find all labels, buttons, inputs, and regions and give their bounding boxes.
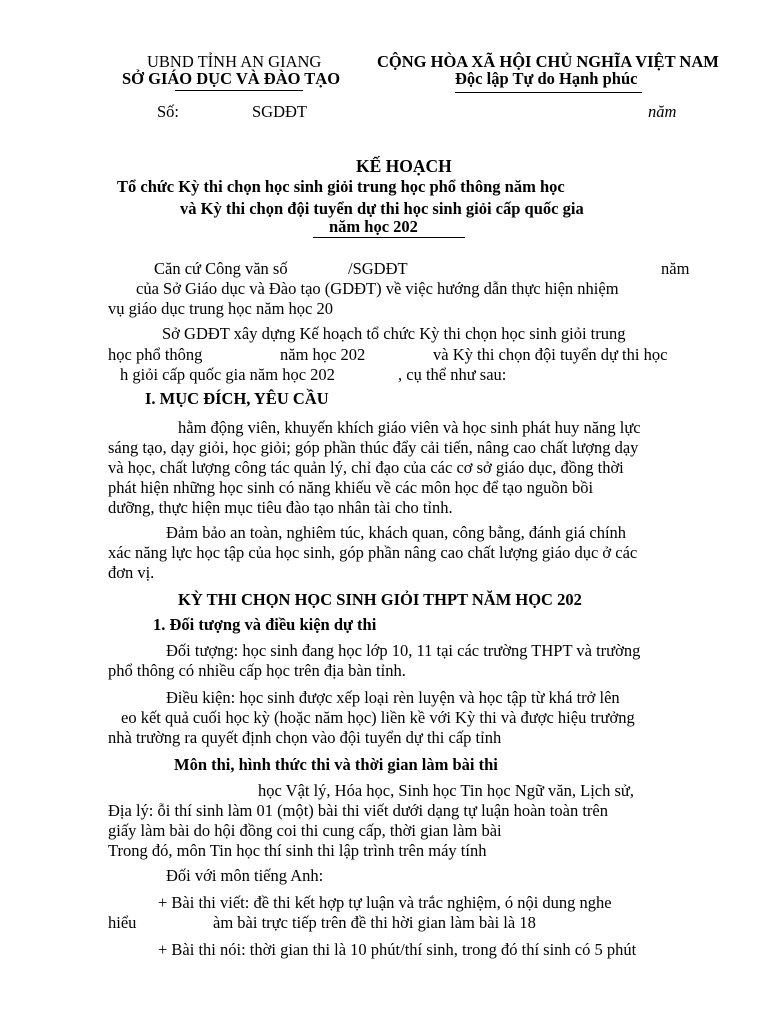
section-1-p1-line5: dưỡng, thực hiện mục tiêu đào tạo nhân tài cho tỉnh. [108,498,453,517]
national-title: CỘNG HÒA XÃ HỘI CHỦ NGHĨA VIỆT NAM [377,52,719,71]
section-1-p1-line3: và học, chất lượng công tác quản lý, chỉ đạo của các cơ sở giáo dục, đồng thời [108,458,624,477]
mon-thi-line3: giấy làm bài do hội đồng coi thi cung cấp, thời gian làm bài [108,821,502,840]
mon-thi-line4: Trong đó, môn Tin học thí sinh thi lập trình trên máy tính [108,841,487,860]
doc-date: năm [648,102,677,121]
dieu-kien-line1: Điều kiện: học sinh được xếp loại rèn luyện và học tập từ khá trở lên [166,688,620,707]
section-1-p1-line1: hằm động viên, khuyến khích giáo viên và học sinh phát huy năng lực [178,418,641,437]
section-1-p2-line1: Đảm bảo an toàn, nghiêm túc, khách quan, công bằng, đánh giá chính [166,523,627,542]
doc-number-label: Số: [157,102,180,121]
doi-tuong-line2: phổ thông có nhiều cấp học trên địa bàn tỉnh. [108,661,406,680]
dieu-kien-line2: eo kết quả cuối học kỳ (hoặc năm học) liền kề với Kỳ thi và được hiệu trưởng [121,708,635,727]
title-underline [313,237,465,238]
bai-thi-viet-line2b: àm bài trực tiếp trên đề thi hời gian làm bài là 18 [213,913,536,932]
section-1-heading: I. MỤC ĐÍCH, YÊU CẦU [145,389,329,408]
section-2-sub1: 1. Đối tượng và điều kiện dự thi [153,615,377,634]
doc-title: KẾ HOẠCH [356,156,452,176]
intro-p2-line3a: h giỏi cấp quốc gia năm học 202 [120,365,335,384]
intro-p1-start: Căn cứ Công văn số [154,259,288,278]
doc-subtitle-line3: năm học 202 [329,217,418,236]
intro-p2-line1: Sở GDĐT xây dựng Kế hoạch tổ chức Kỳ thi chọn học sinh giỏi trung [162,324,626,343]
bai-thi-viet-line2a: hiểu [108,913,137,932]
department-name: SỞ GIÁO DỤC VÀ ĐÀO TẠO [122,69,341,88]
bai-thi-noi-line1: + Bài thi nói: thời gian thi là 10 phút/thí sinh, trong đó thí sinh có 5 phút [158,940,637,959]
section-2-sub2: Môn thi, hình thức thi và thời gian làm bài thi [174,755,498,774]
dieu-kien-line3: nhà trường ra quyết định chọn vào đội tuyển dự thi cấp tỉnh [108,728,502,747]
mon-anh-intro: Đối với môn tiếng Anh: [166,866,324,885]
intro-p2-line3b: , cụ thể như sau: [398,365,507,384]
section-1-p2-line2: xác năng lực học tập của học sinh, góp phần nâng cao chất lượng giáo dục ở các [108,543,638,562]
intro-p1-code: /SGDĐT [348,259,408,278]
mon-thi-line1: học Vật lý, Hóa học, Sinh học Tin học Ngữ văn, Lịch sử, [258,781,634,800]
section-1-p2-line3: đơn vị. [108,563,155,582]
department-underline [175,90,303,91]
section-1-p1-line2: sáng tạo, dạy giỏi, học giỏi; góp phần thúc đẩy cải tiến, nâng cao chất lượng dạy [108,438,639,457]
intro-p1-year: năm [661,259,690,278]
intro-p2-line2b: năm học 202 [280,345,366,364]
motto-underline [455,92,642,93]
doc-subtitle-line2: và Kỳ thi chọn đội tuyển dự thi học sinh giỏi cấp quốc gia [180,199,584,218]
doc-subtitle-line1: Tổ chức Kỳ thi chọn học sinh giỏi trung học phổ thông năm học [117,177,565,196]
doc-number-code: SGDĐT [252,102,308,121]
mon-thi-line2: Địa lý: ỗi thí sinh làm 01 (một) bài thi viết dưới dạng tự luận hoàn toàn trên [108,801,608,820]
intro-p1-line2: của Sở Giáo dục và Đào tạo (GDĐT) về việc hướng dẫn thực hiện nhiệm [136,279,619,298]
agency-name: UBND TỈNH AN GIANG [147,52,322,71]
bai-thi-viet-line1: + Bài thi viết: đề thi kết hợp tự luận và trắc nghiệm, ó nội dung nghe [158,893,612,912]
section-1-p1-line4: phát hiện những học sinh có năng khiếu về các môn học để tạo nguồn bồi [108,478,594,497]
doi-tuong-line1: Đối tượng: học sinh đang học lớp 10, 11 tại các trường THPT và trường [166,641,641,660]
section-2-heading: KỲ THI CHỌN HỌC SINH GIỎI THPT NĂM HỌC 202 [178,590,582,609]
intro-p1-line3: vụ giáo dục trung học năm học 20 [108,299,333,318]
intro-p2-line2c: và Kỳ thi chọn đội tuyển dự thi học [433,345,668,364]
intro-p2-line2a: học phổ thông [108,345,203,364]
national-motto: Độc lập Tự do Hạnh phúc [455,69,638,88]
